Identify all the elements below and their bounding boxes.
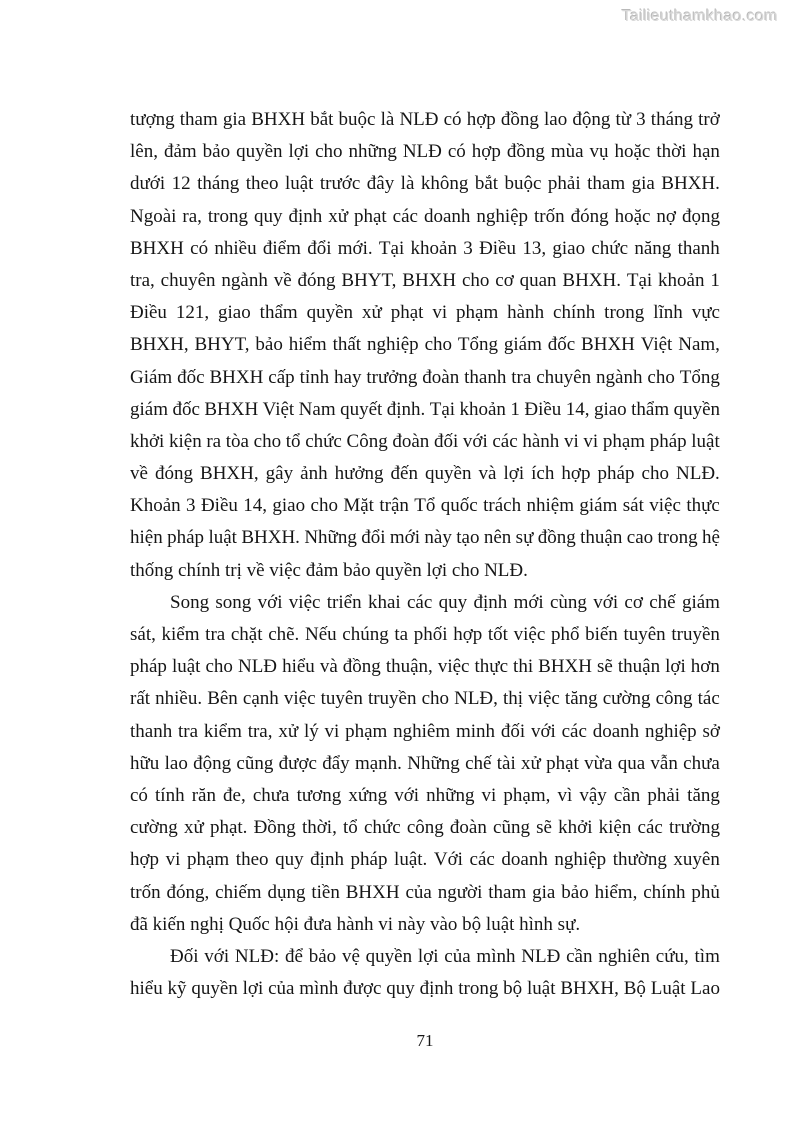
text-line: thống chính trị về việc đảm bảo quyền lợi cho NLĐ. (130, 559, 528, 581)
text-line: Điều 121, giao thẩm quyền xử phạt vi phạm hành chính trong lĩnh vực (130, 302, 720, 324)
text-line: trốn đóng, chiếm dụng tiền BHXH của người tham gia bảo hiểm, chính phủ (130, 881, 720, 903)
text-line: BHXH, BHYT, bảo hiểm thất nghiệp cho Tổng giám đốc BHXH Việt Nam, (130, 334, 720, 356)
text-line: hợp vi phạm theo quy định pháp luật. Với các doanh nghiệp thường xuyên (130, 849, 720, 871)
text-line: dưới 12 tháng theo luật trước đây là không bắt buộc phải tham gia BHXH. (130, 173, 720, 195)
text-line: rất nhiều. Bên cạnh việc tuyên truyền cho NLĐ, thị việc tăng cường công tác (130, 688, 720, 710)
text-line: lên, đảm bảo quyền lợi cho những NLĐ có hợp đồng mùa vụ hoặc thời hạn (130, 141, 720, 163)
text-line: giám đốc BHXH Việt Nam quyết định. Tại khoản 1 Điều 14, giao thẩm quyền (130, 398, 720, 420)
text-line: hữu lao động cũng được đẩy mạnh. Những chế tài xử phạt vừa qua vẫn chưa (130, 752, 720, 774)
text-line: cường xử phạt. Đồng thời, tổ chức công đoàn cũng sẽ khởi kiện các trường (130, 817, 720, 839)
text-line: khởi kiện ra tòa cho tổ chức Công đoàn đối với các hành vi vi phạm pháp luật (130, 430, 720, 452)
text-line: Đối với NLĐ: để bảo vệ quyền lợi của mình NLĐ cần nghiên cứu, tìm (170, 945, 720, 967)
text-line: hiểu kỹ quyền lợi của mình được quy định trong bộ luật BHXH, Bộ Luật Lao (130, 978, 720, 1000)
body-text (130, 104, 720, 1005)
text-line: thanh tra kiểm tra, xử lý vi phạm nghiêm minh đối với các doanh nghiệp sở (130, 720, 720, 742)
text-line: có tính răn đe, chưa tương xứng với những vi phạm, vì vậy cần phải tăng (130, 784, 720, 806)
text-line: tra, chuyên ngành về đóng BHYT, BHXH cho cơ quan BHXH. Tại khoản 1 (130, 269, 720, 291)
text-line: tượng tham gia BHXH bắt buộc là NLĐ có hợp đồng lao động từ 3 tháng trở (130, 109, 720, 130)
text-line: Khoản 3 Điều 14, giao cho Mặt trận Tổ quốc trách nhiệm giám sát việc thực (130, 495, 720, 517)
text-line: BHXH có nhiều điểm đổi mới. Tại khoản 3 Điều 13, giao chức năng thanh (130, 237, 720, 259)
text-line: về đóng BHXH, gây ảnh hưởng đến quyền và lợi ích hợp pháp cho NLĐ. (130, 463, 720, 485)
text-line: hiện pháp luật BHXH. Những đổi mới này tạo nên sự đồng thuận cao trong hệ (130, 527, 720, 549)
page-number: 71 (416, 1031, 434, 1050)
text-line: Ngoài ra, trong quy định xử phạt các doanh nghiệp trốn đóng hoặc nợ đọng (130, 205, 720, 227)
text-line: sát, kiểm tra chặt chẽ. Nếu chúng ta phối hợp tốt việc phổ biến tuyên truyền (130, 624, 720, 645)
text-line: Song song với việc triển khai các quy định mới cùng với cơ chế giám (170, 591, 720, 613)
text-line: Giám đốc BHXH cấp tỉnh hay trưởng đoàn thanh tra chuyên ngành cho Tổng (130, 366, 720, 388)
watermark: Tailieuthamkhao.com (622, 8, 778, 25)
text-line: đã kiến nghị Quốc hội đưa hành vi này vào bộ luật hình sự. (130, 913, 581, 935)
text-line: pháp luật cho NLĐ hiểu và đồng thuận, việc thực thi BHXH sẽ thuận lợi hơn (130, 656, 720, 678)
